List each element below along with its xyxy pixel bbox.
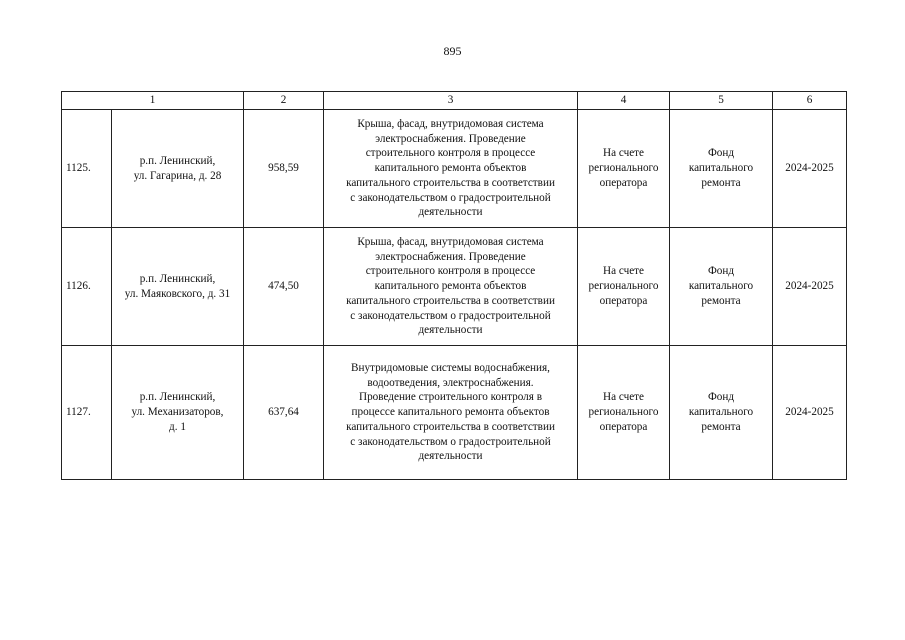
column-header-1: 1 <box>62 92 244 110</box>
account-line: регионального <box>588 162 659 175</box>
works-line: строительного контроля в процессе <box>365 265 536 278</box>
column-header-4: 4 <box>578 92 670 110</box>
works-line: капитального ремонта объектов <box>374 162 527 175</box>
account-cell <box>578 346 670 480</box>
works-line: Крыша, фасад, внутридомовая система <box>357 117 544 130</box>
period-cell: 2024-2025 <box>773 110 847 228</box>
row-number: 1126. <box>62 228 112 346</box>
fund-cell <box>670 110 773 228</box>
address-line: д. 1 <box>169 420 186 433</box>
period-cell: 2024-2025 <box>773 346 847 480</box>
address-line: р.п. Ленинский, <box>139 391 216 404</box>
works-line: капитального строительства в соответствии <box>346 294 555 307</box>
address-line: ул. Механизаторов, <box>131 406 224 419</box>
works-line: с законодательством о градостроительной <box>350 309 551 322</box>
works-line: деятельности <box>418 206 483 219</box>
fund-line: ремонта <box>701 176 741 189</box>
account-cell <box>578 110 670 228</box>
column-header-3: 3 <box>324 92 578 110</box>
works-cell <box>324 228 578 346</box>
address-cell <box>112 228 244 346</box>
address-cell <box>112 346 244 480</box>
period-cell: 2024-2025 <box>773 228 847 346</box>
fund-line: Фонд <box>707 391 735 404</box>
column-header-5: 5 <box>670 92 773 110</box>
page-number: 895 <box>443 44 462 58</box>
fund-cell <box>670 346 773 480</box>
area-cell: 958,59 <box>244 110 324 228</box>
works-line: деятельности <box>418 324 483 337</box>
column-header-2: 2 <box>244 92 324 110</box>
fund-line: Фонд <box>707 147 735 160</box>
works-line: строительного контроля в процессе <box>365 147 536 160</box>
works-line: Крыша, фасад, внутридомовая система <box>357 235 544 248</box>
works-line: Внутридомовые системы водоснабжения, <box>351 361 550 374</box>
works-line: водоотведения, электроснабжения. <box>367 376 534 389</box>
account-cell <box>578 228 670 346</box>
area-cell: 637,64 <box>244 346 324 480</box>
fund-line: капитального <box>688 162 754 175</box>
table-row <box>62 346 847 480</box>
row-number: 1127. <box>62 346 112 480</box>
works-line: процессе капитального ремонта объектов <box>351 406 550 419</box>
table-row <box>62 110 847 228</box>
fund-cell <box>670 228 773 346</box>
account-line: оператора <box>599 294 648 307</box>
fund-line: ремонта <box>701 420 741 433</box>
account-line: На счете <box>602 391 645 404</box>
fund-line: капитального <box>688 280 754 293</box>
works-line: электроснабжения. Проведение <box>375 250 526 263</box>
fund-line: ремонта <box>701 294 741 307</box>
works-line: с законодательством о градостроительной <box>350 191 551 204</box>
works-line: деятельности <box>418 450 483 463</box>
address-line: ул. Маяковского, д. 31 <box>124 287 231 300</box>
works-line: с законодательством о градостроительной <box>350 435 551 448</box>
account-line: На счете <box>602 265 645 278</box>
works-line: Проведение строительного контроля в <box>358 391 542 404</box>
table-row <box>62 228 847 346</box>
account-line: На счете <box>602 147 645 160</box>
works-line: капитального строительства в соответствии <box>346 176 555 189</box>
row-number: 1125. <box>62 110 112 228</box>
works-line: капитального ремонта объектов <box>374 280 527 293</box>
account-line: регионального <box>588 280 659 293</box>
works-cell <box>324 346 578 480</box>
works-line: капитального строительства в соответствии <box>346 420 555 433</box>
column-header-6: 6 <box>773 92 847 110</box>
works-line: электроснабжения. Проведение <box>375 132 526 145</box>
area-cell: 474,50 <box>244 228 324 346</box>
address-line: р.п. Ленинский, <box>139 154 216 167</box>
account-line: оператора <box>599 176 648 189</box>
address-line: ул. Гагарина, д. 28 <box>133 169 222 182</box>
works-cell <box>324 110 578 228</box>
account-line: оператора <box>599 420 648 433</box>
address-cell <box>112 110 244 228</box>
capital-repair-table <box>61 91 847 480</box>
table-header-row <box>62 92 847 110</box>
fund-line: капитального <box>688 406 754 419</box>
fund-line: Фонд <box>707 265 735 278</box>
account-line: регионального <box>588 406 659 419</box>
address-line: р.п. Ленинский, <box>139 272 216 285</box>
